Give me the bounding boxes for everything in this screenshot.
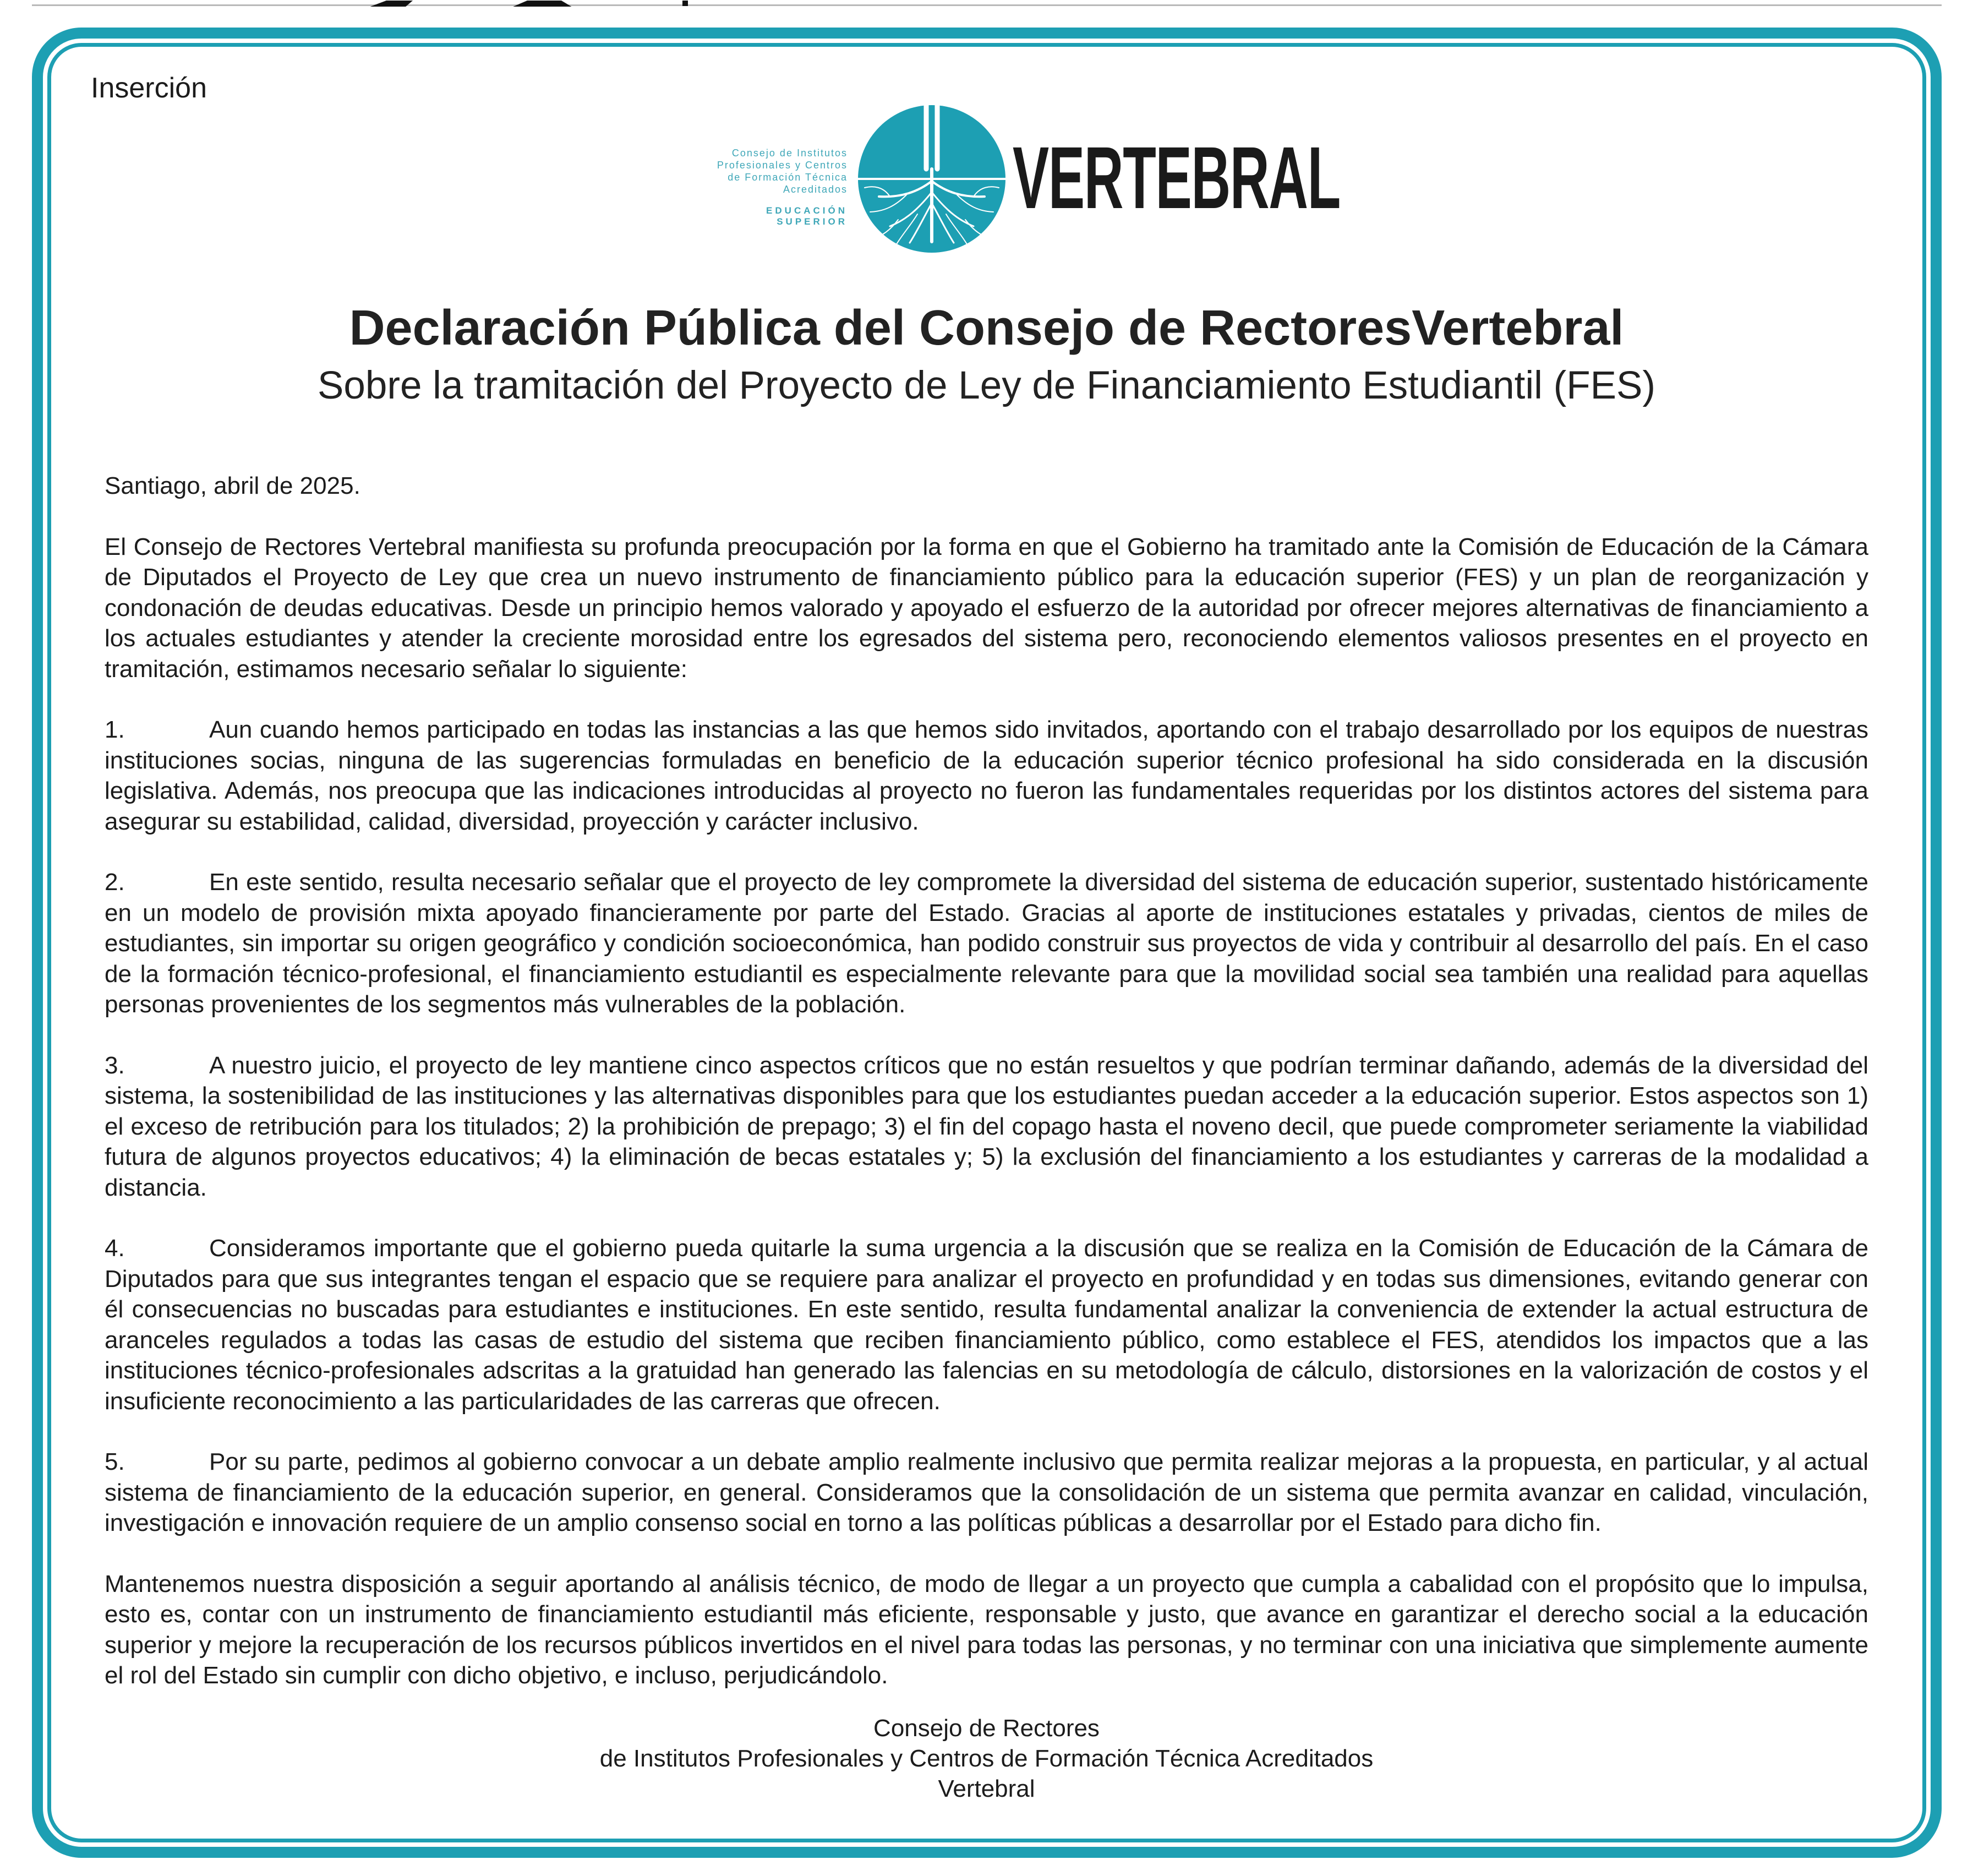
- numbered-point-2: [105, 867, 1868, 1020]
- numbered-point-4: [105, 1233, 1868, 1416]
- signature-line: de Institutos Profesionales y Centros de Formación Técnica Acreditados: [599, 1745, 1374, 1772]
- point-number: 3.: [105, 1051, 125, 1079]
- signature-block: [91, 1713, 1882, 1804]
- logo-tagline-line: Acreditados: [783, 184, 848, 195]
- point-text: Aun cuando hemos participado en todas las instancias a las que hemos sido invitados, aportando con el trabajo desarrollado por los equipos de nuestras instituciones socias, ninguna de las sugerencias formuladas en beneficio de la educación superior técnico profesional ha sido considerada en la discusión legislativa. Además, nos preocupa que las indicaciones introducidas al proyecto no fueron las fundamentales requeridas por los distintos actores del sistema para asegurar su estabilidad, calidad, diversidad, proyección y carácter inclusivo.: [105, 716, 1868, 835]
- logo-tagline-line: Profesionales y Centros: [717, 160, 848, 171]
- date-line: Santiago, abril de 2025.: [105, 472, 360, 499]
- page-title: Declaración Pública del Consejo de RectoresVertebral: [349, 301, 1624, 356]
- page-subtitle: Sobre la tramitación del Proyecto de Ley de Financiamiento Estudiantil (FES): [318, 364, 1655, 407]
- point-number: 1.: [105, 716, 125, 743]
- logo-tagline: [693, 147, 848, 195]
- logo-tagline-line: Consejo de Institutos: [731, 148, 848, 159]
- point-text: A nuestro juicio, el proyecto de ley mantiene cinco aspectos críticos que no están resueltos y que podrían terminar dañando, además de la diversidad del sistema, la sostenibilidad de las instituciones y las alternativas disponibles para que los estudiantes puedan acceder a la educación superior. Estos aspectos son 1) el exceso de retribución para los titulados; 2) la prohibición de prepago; 3) el fin del copago hasta el noveno decil, que puede comprometer seriamente la viabilidad futura de algunos proyectos educativos; 4) la eliminación de becas estatales y; 5) la exclusión del financiamiento a los estudiantes y carreras de la modalidad a distancia.: [105, 1051, 1868, 1201]
- cropped-masthead-fragment: [352, 0, 704, 7]
- declaration-body: [105, 471, 1868, 1721]
- signature-line: Vertebral: [938, 1775, 1035, 1802]
- logo-tagline-line: de Formación Técnica: [728, 172, 848, 183]
- vertebral-logo: [693, 102, 1341, 256]
- point-text: Consideramos importante que el gobierno pueda quitarle la suma urgencia a la discusión que se realiza en la Comisión de Educación de la Cámara de Diputados para que sus integrantes tengan el espacio que se requiere para analizar el proyecto en profundidad y en todas sus dimensiones, evitando generar con él consecuencias no buscadas para estudiantes e instituciones. En este sentido, resulta fundamental analizar la conveniencia de extender la actual estructura de aranceles regulados a todas las casas de estudio del sistema que reciben financiamiento público, como establece el FES, atendidos los impactos que a las instituciones técnico-profesionales adscritas a la gratuidad han generado las falencias en su metodología de cálculo, distorsiones en la valorización de costos y el insuficiente reconocimiento a las particularidades de las carreras que ofrecen.: [105, 1235, 1868, 1415]
- point-text: En este sentido, resulta necesario señalar que el proyecto de ley compromete la diversidad del sistema de educación superior, sustentado históricamente en un modelo de provisión mixta apoyado financieramente por parte del Estado. Gracias al aporte de instituciones estatales y privadas, cientos de miles de estudiantes, sin importar su origen geográfico y condición socioeconómica, han podido construir sus proyectos de vida y contribuir al desarrollo del país. En el caso de la formación técnico-profesional, el financiamiento estudiantil es especialmente relevante para que la movilidad social sea también una realidad para aquellas personas provenientes de los segmentos más vulnerables de la población.: [105, 869, 1868, 1018]
- tree-roots-icon: [857, 104, 1007, 254]
- logo-wordmark: VERTEBRAL: [1013, 128, 1341, 227]
- logo-education-label: EDUCACIÓN SUPERIOR: [766, 205, 848, 227]
- numbered-point-5: [105, 1447, 1868, 1539]
- signature-line: Consejo de Rectores: [873, 1715, 1100, 1742]
- closing-paragraph: Mantenemos nuestra disposición a seguir aportando al análisis técnico, de modo de llegar a un proyecto que cumpla a cabalidad con el propósito que lo impulsa, esto es, contar con un instrumento de financiamiento estudiantil más eficiente, responsable y justo, que avance en garantizar el derecho social a la educación superior y mejore la recuperación de los recursos públicos invertidos en el nivel para todas las personas, y no terminar con una iniciativa que simplemente aumente el rol del Estado sin cumplir con dicho objetivo, e incluso, perjudicándolo.: [105, 1570, 1868, 1689]
- insert-label: Inserción: [91, 72, 207, 104]
- intro-paragraph: El Consejo de Rectores Vertebral manifiesta su profunda preocupación por la forma en que el Gobierno ha tramitado ante la Comisión de Educación de la Cámara de Diputados el Proyecto de Ley que crea un nuevo instrumento de financiamiento público para la educación superior (FES) y un plan de reorganización y condonación de deudas educativas. Desde un principio hemos valorado y apoyado el esfuerzo de la autoridad por ofrecer mejores alternativas de financiamiento a los actuales estudiantes y atender la creciente morosidad entre los egresados del sistema pero, reconociendo elementos valiosos presentes en el proyecto en tramitación, estimamos necesario señalar lo siguiente:: [105, 533, 1868, 683]
- top-page-rule: [32, 4, 1942, 6]
- numbered-point-3: [105, 1050, 1868, 1203]
- point-number: 5.: [105, 1448, 125, 1475]
- point-number: 4.: [105, 1235, 125, 1262]
- numbered-point-1: [105, 715, 1868, 837]
- point-number: 2.: [105, 869, 125, 896]
- point-text: Por su parte, pedimos al gobierno convocar a un debate amplio realmente inclusivo que permita realizar mejoras a la propuesta, en particular, y al actual sistema de financiamiento de la educación superior, en general. Consideramos que la consolidación de un sistema que permita avanzar en calidad, vinculación, investigación e innovación requiere de un amplio consenso social en torno a las políticas públicas a desarrollar por el Estado para dicho fin.: [105, 1448, 1868, 1536]
